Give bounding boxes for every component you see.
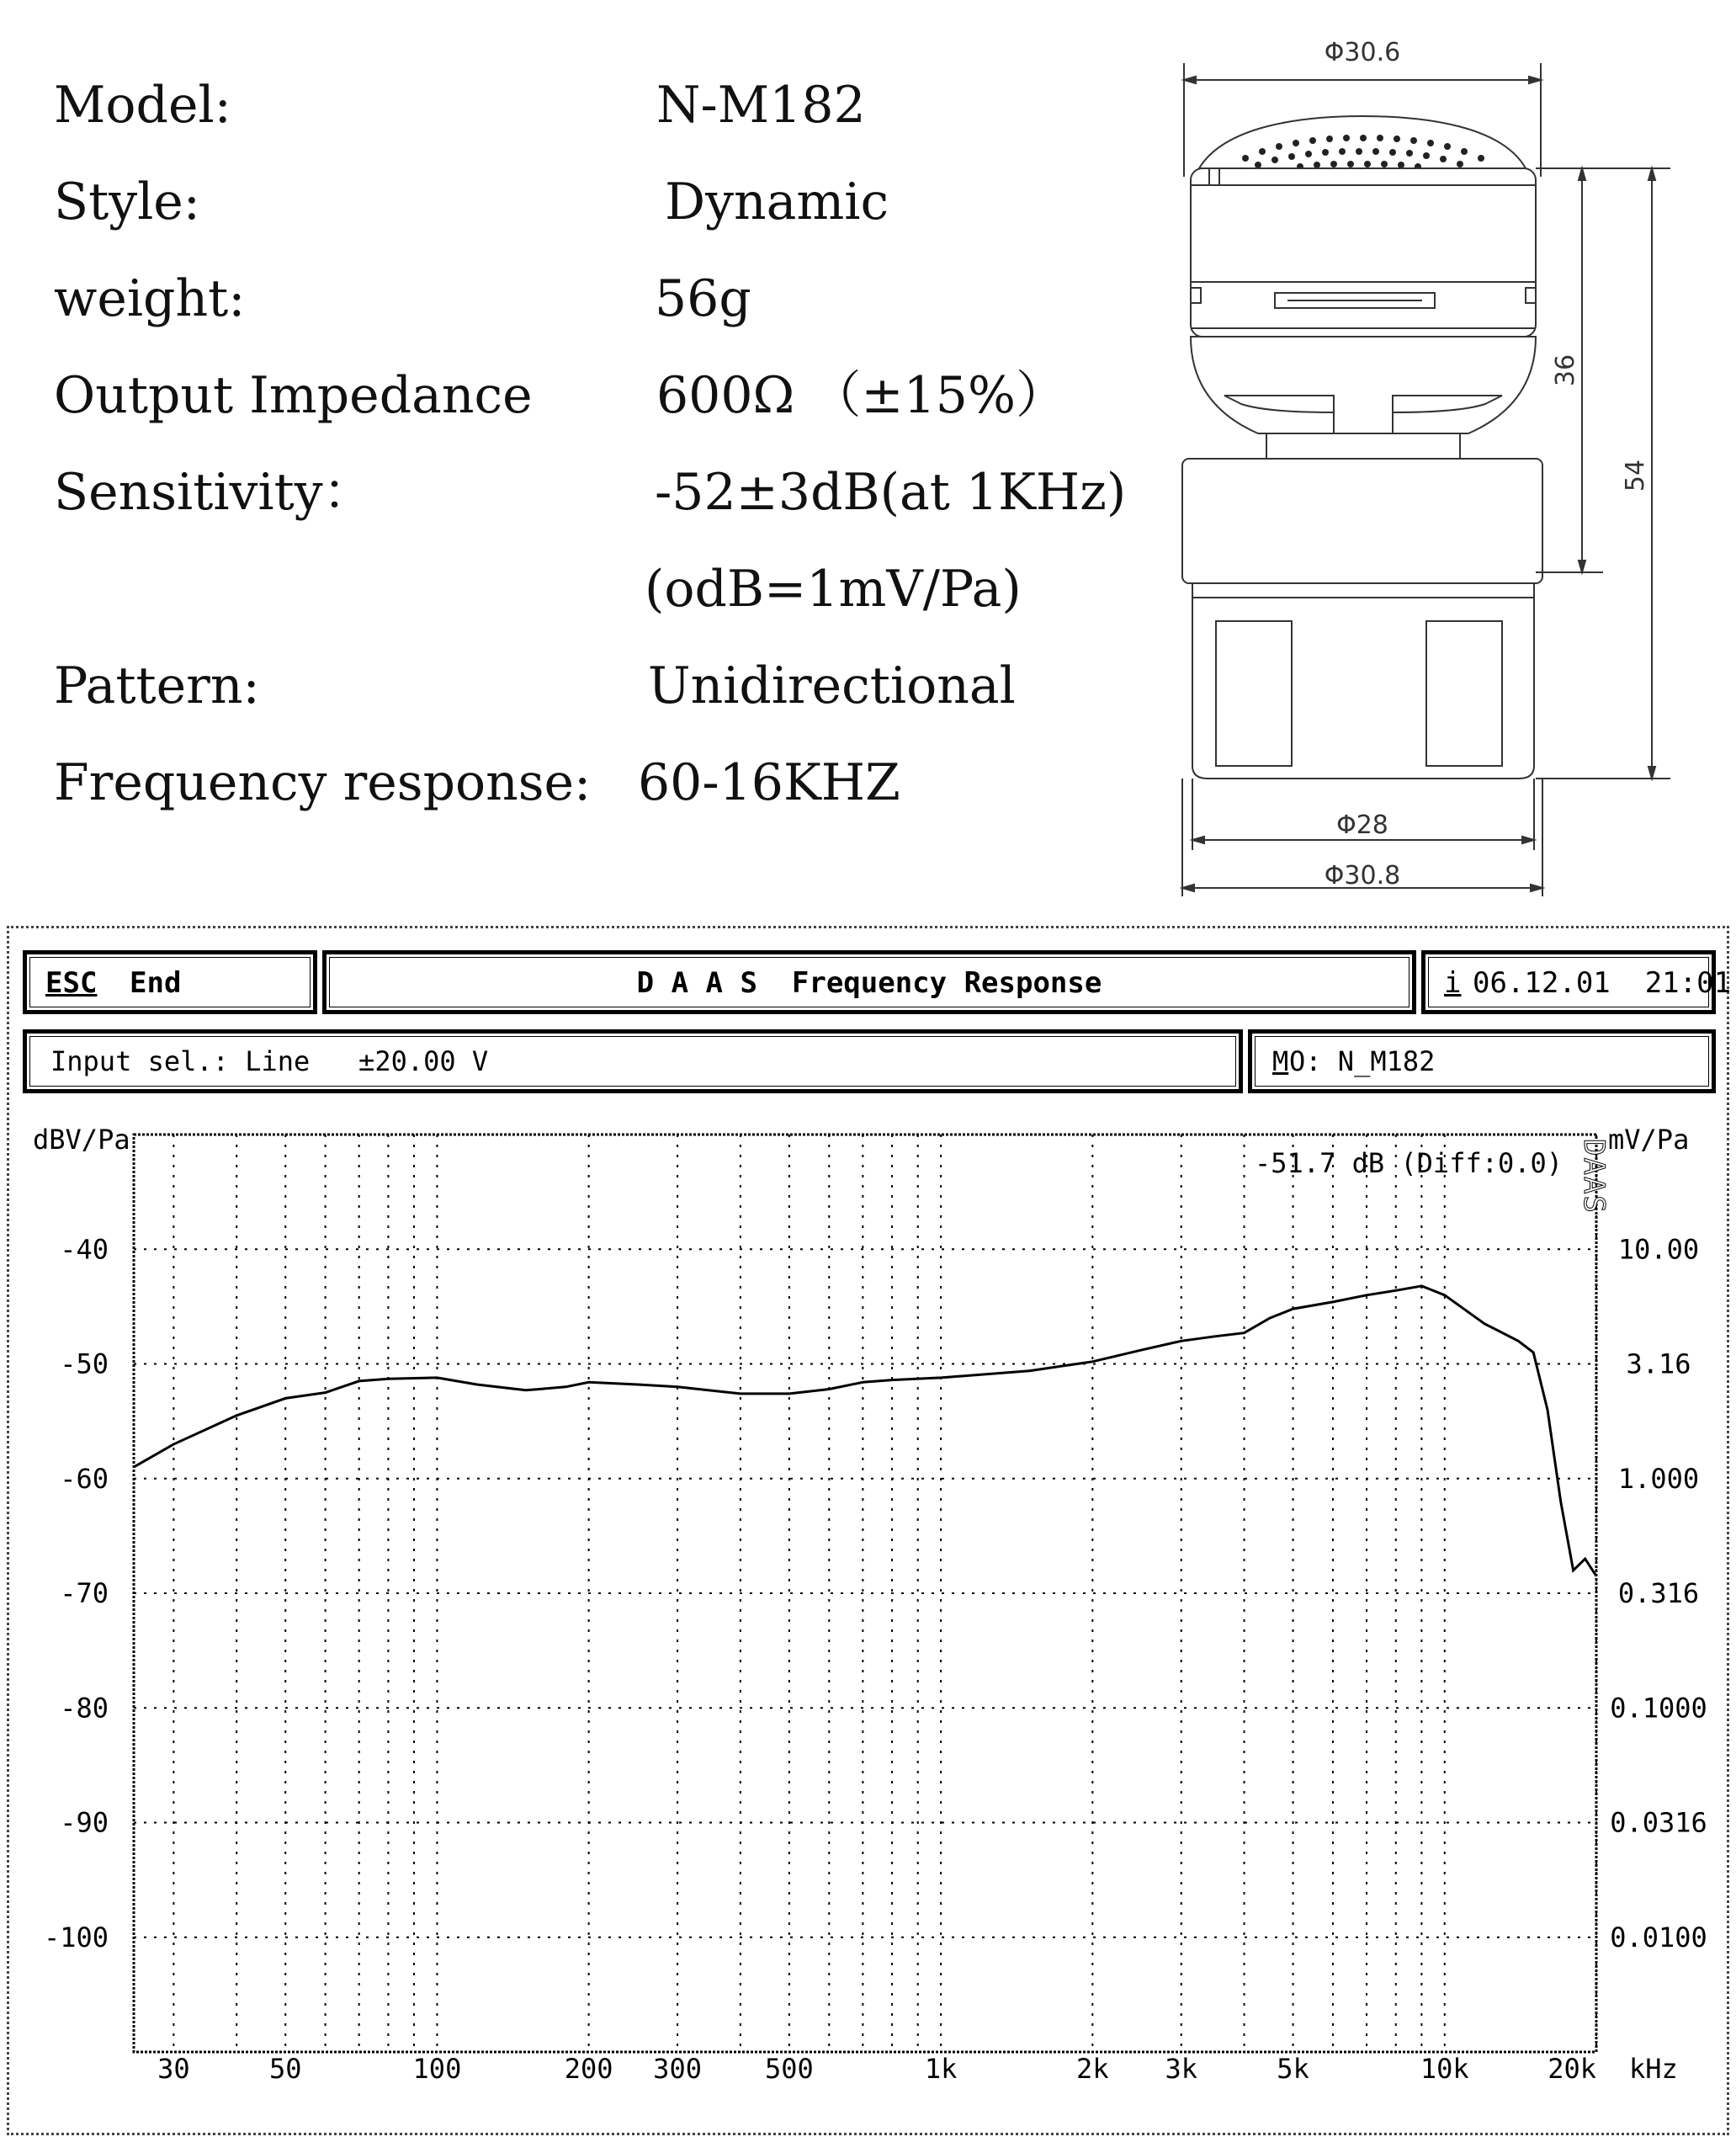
y2-tick-label: 0.1000	[1610, 1692, 1707, 1725]
y-tick-label: -40	[60, 1233, 109, 1266]
y2-tick-label: 0.0100	[1610, 1921, 1707, 1953]
y2-tick-labels	[1610, 1233, 1707, 1953]
dim-label-28: Φ28	[1336, 811, 1388, 840]
lower-ring	[1182, 459, 1542, 583]
y2-tick-label: 0.0316	[1610, 1806, 1707, 1839]
grille-dome	[1199, 116, 1526, 168]
spec-value-sensitivity: -52±3dB(at 1KHz)	[655, 463, 1127, 522]
dim-label-36: 36	[1551, 353, 1580, 387]
end-label: End	[130, 966, 182, 1000]
input-sel: Input sel.: Line ±20.00 V	[50, 1045, 489, 1077]
upper-body	[1191, 168, 1536, 337]
spec-label-model: Model:	[54, 76, 231, 135]
x-tick-label: 3k	[1165, 2053, 1198, 2085]
spec-label-pattern: Pattern:	[54, 656, 260, 715]
spec-value-weight: 56g	[655, 269, 751, 328]
y-tick-label: -50	[60, 1347, 109, 1380]
spec-value-reference: (odB=1mV/Pa)	[645, 560, 1022, 619]
x-tick-label: 100	[412, 2053, 462, 2085]
datetime: 06.12.01 21:01	[1473, 966, 1732, 1000]
frequency-response-chart	[9, 928, 1727, 2133]
x-tick-label: 1k	[924, 2053, 958, 2085]
y-tick-label: -70	[60, 1577, 109, 1609]
esc-key[interactable]: ESC	[45, 966, 98, 1000]
mo-key[interactable]: M	[1272, 1045, 1289, 1077]
spec-label-sensitivity: Sensitivity：	[54, 463, 374, 522]
x-tick-label: 500	[764, 2053, 814, 2085]
y-tick-label: -100	[43, 1921, 109, 1953]
x-tick-label: 30	[157, 2053, 190, 2085]
spec-value-pattern: Unidirectional	[648, 656, 1016, 715]
neck	[1266, 433, 1460, 459]
x-tick-label: 200	[564, 2053, 613, 2085]
x-tick-labels	[157, 2053, 1596, 2085]
spec-label-style: Style:	[54, 173, 201, 231]
x-tick-label: 300	[653, 2053, 702, 2085]
dimension-height	[1536, 168, 1670, 779]
x-tick-label: 10k	[1420, 2053, 1469, 2085]
x-tick-label: 20k	[1548, 2053, 1596, 2085]
grid-lines	[134, 1135, 1596, 2052]
y2-tick-label: 3.16	[1626, 1347, 1691, 1380]
chart-title: D A A S Frequency Response	[636, 966, 1102, 1000]
spec-value-frequency: 60-16KHZ	[638, 753, 900, 812]
daas-panel	[7, 926, 1732, 2135]
y-tick-label: -90	[60, 1806, 109, 1839]
y2-axis-label: mV/Pa	[1608, 1124, 1690, 1156]
body-taper	[1191, 337, 1536, 433]
spec-label-frequency: Frequency response:	[54, 753, 592, 812]
frequency-response-curve	[134, 1286, 1596, 1576]
dim-label-30-8: Φ30.8	[1324, 861, 1401, 890]
y-tick-label: -80	[60, 1692, 109, 1725]
capsule-base	[1192, 583, 1534, 779]
info-icon[interactable]: i	[1444, 966, 1462, 1000]
dim-label-54: 54	[1621, 459, 1650, 492]
x-tick-label: 50	[268, 2053, 302, 2085]
y2-tick-label: 0.316	[1617, 1577, 1700, 1609]
y-tick-labels	[44, 1233, 109, 1953]
daas-side-logo: DAAS	[1577, 1139, 1611, 1215]
spec-label-weight: weight:	[54, 269, 246, 328]
y-axis-label: dBV/Pa	[33, 1124, 130, 1156]
spec-value-model: N-M182	[656, 76, 866, 135]
x-tick-label: 2k	[1076, 2053, 1109, 2085]
dim-label-top: Φ30.6	[1324, 38, 1401, 67]
y2-tick-label: 1.000	[1617, 1462, 1700, 1495]
spec-value-style: Dynamic	[665, 173, 889, 231]
spec-label-impedance: Output Impedance	[54, 366, 533, 425]
cursor-readout: -51.7 dB (Diff:0.0)	[1255, 1147, 1563, 1179]
mo-name: O: N_M182	[1289, 1045, 1436, 1077]
x-axis-unit: kHz	[1629, 2053, 1678, 2085]
spec-value-impedance: 600Ω （±15%）	[656, 366, 1066, 425]
y-tick-label: -60	[60, 1462, 109, 1495]
x-tick-label: 5k	[1277, 2053, 1309, 2085]
y2-tick-label: 10.00	[1617, 1233, 1700, 1266]
capsule-drawing	[1165, 17, 1704, 909]
